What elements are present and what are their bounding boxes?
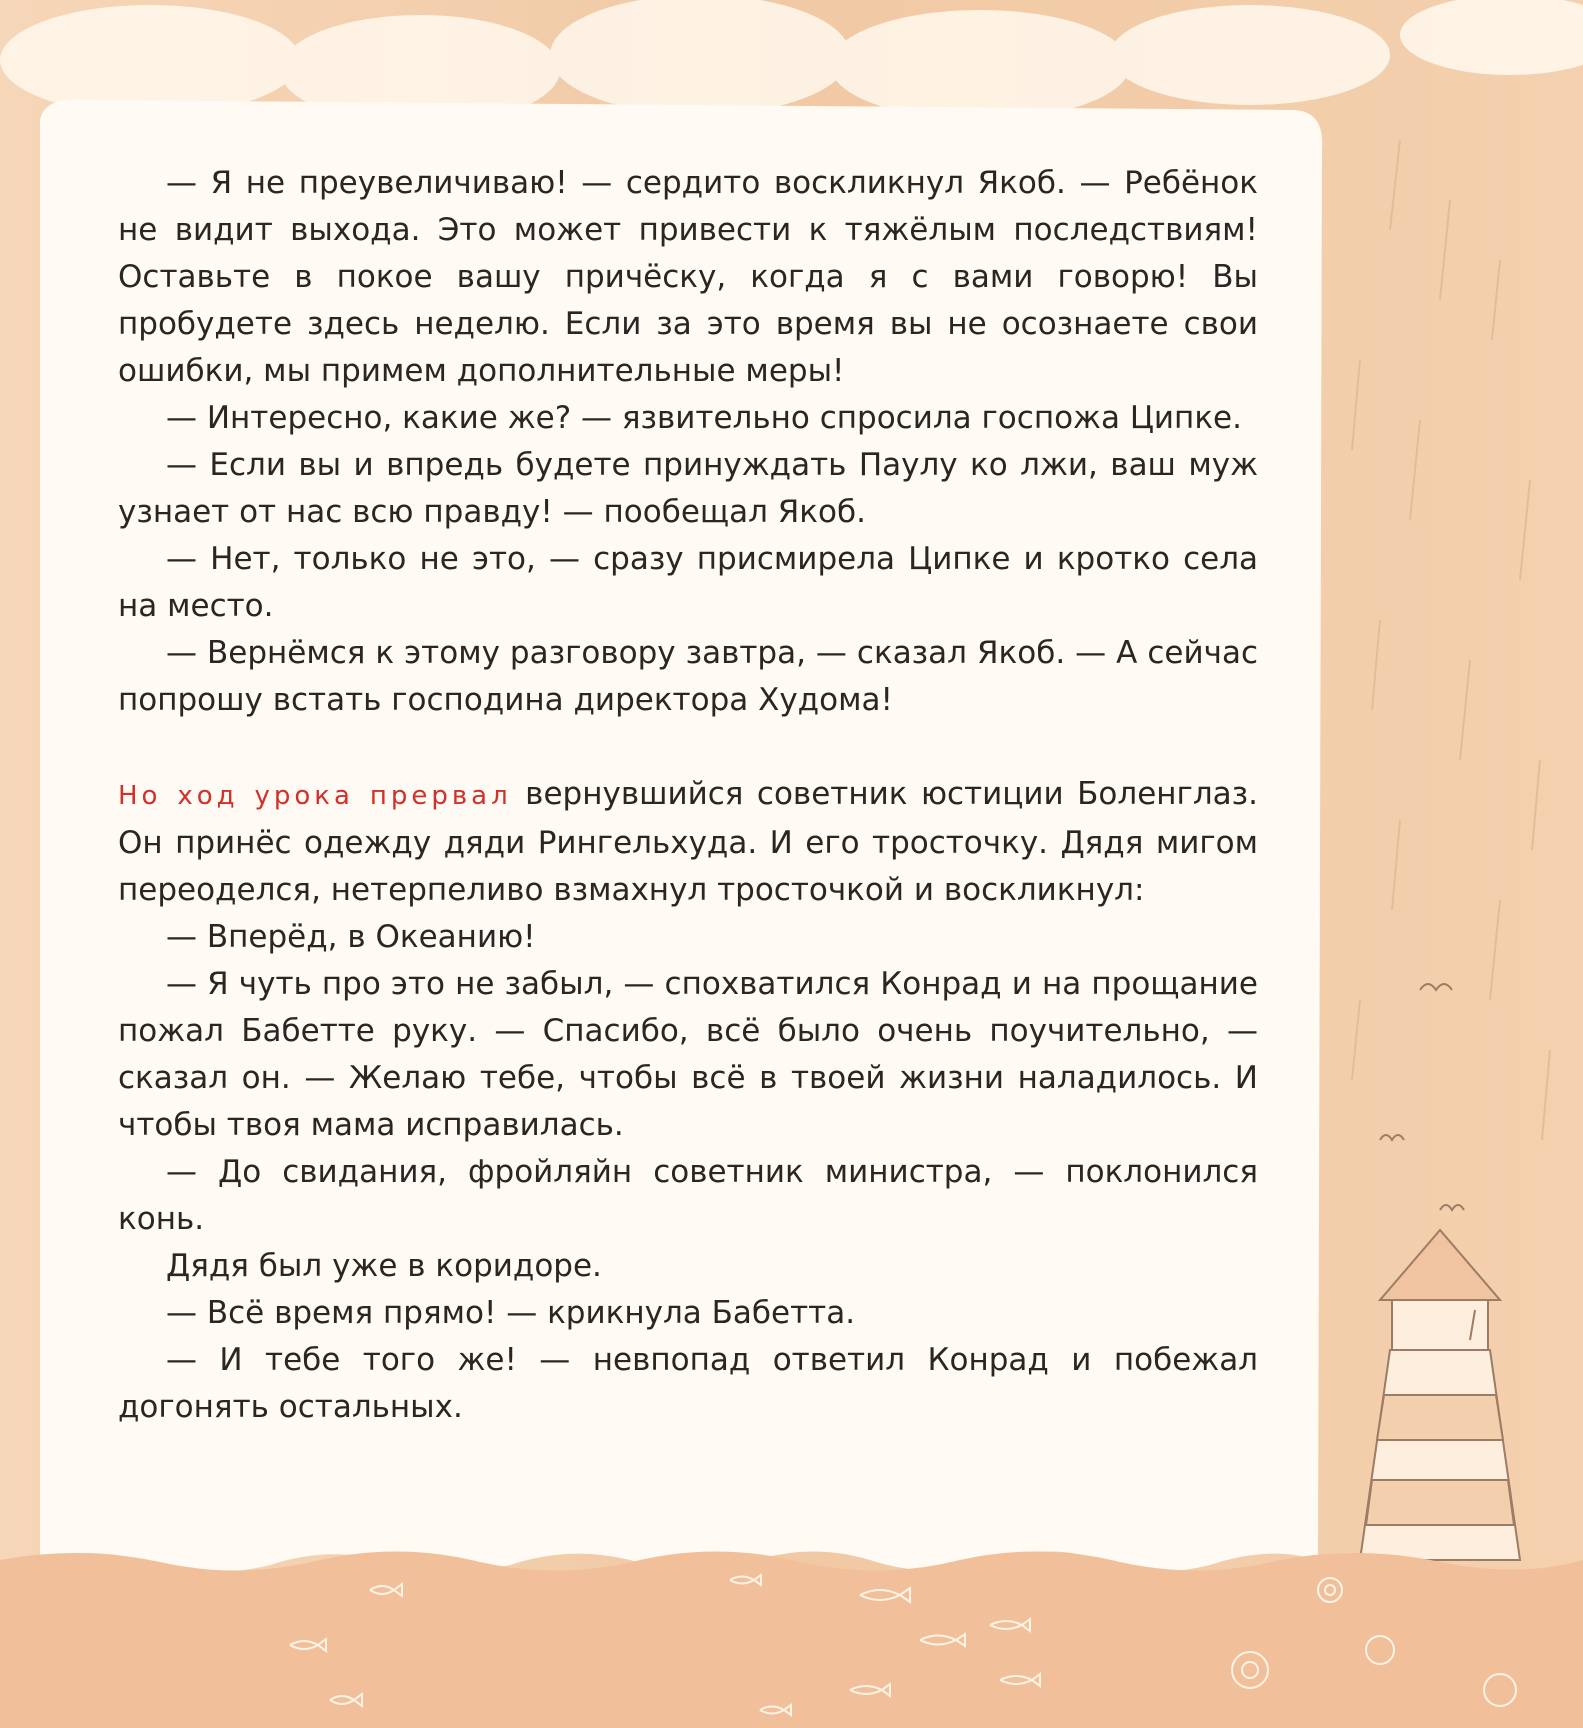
paragraph: — Вперёд, в Океанию!	[166, 919, 536, 955]
section-lead-rest: вернувшийся советник юстиции Боленглаз. Он принёс одежду дяди Рингельхуда. И его тросточку. Дядя мигом переоделся, нетерпеливо взмахнул тросточкой и воскликнул:	[118, 776, 1258, 908]
paragraph: — И тебе того же! — невпопад ответил Конрад и побежал догонять остальных.	[118, 1342, 1258, 1425]
paragraph: Дядя был уже в коридоре.	[166, 1248, 602, 1284]
section-lead-in: Но ход урока прервал	[118, 781, 512, 811]
paragraph: — Если вы и впредь будете принуждать Паулу ко лжи, ваш муж узнает от нас всю правду! — пообещал Якоб.	[118, 447, 1258, 530]
paragraph: — Всё время прямо! — крикнула Бабетта.	[166, 1295, 856, 1331]
paragraph: — Я чуть про это не забыл, — спохватился Конрад и на прощание пожал Бабетте руку. — Спасибо, всё было очень поучительно, — сказал он. — Желаю тебе, чтобы всё в твоей жизни наладилось. И чтобы твоя мама исправилась.	[118, 966, 1258, 1143]
paragraph: — Вернёмся к этому разговору завтра, — сказал Якоб. — А сейчас попрошу встать господина директора Худома!	[118, 635, 1258, 718]
paragraph: — До свидания, фройляйн советник министра, — поклонился конь.	[118, 1154, 1258, 1237]
paragraph: — Нет, только не это, — сразу присмирела Ципке и кротко села на место.	[118, 541, 1258, 624]
section-lead-paragraph	[118, 771, 1258, 914]
body-text	[118, 160, 1258, 1431]
paragraph: — Интересно, какие же? — язвительно спросила госпожа Ципке.	[166, 400, 1242, 436]
paragraph: — Я не преувеличиваю! — сердито воскликнул Якоб. — Ребёнок не видит выхода. Это может привести к тяжёлым последствиям! Оставьте в покое вашу причёску, когда я с вами говорю! Вы пробудете здесь неделю. Если за это время вы не осознаете свои ошибки, мы примем дополнительные меры!	[118, 165, 1258, 389]
sea	[0, 1551, 1583, 1728]
